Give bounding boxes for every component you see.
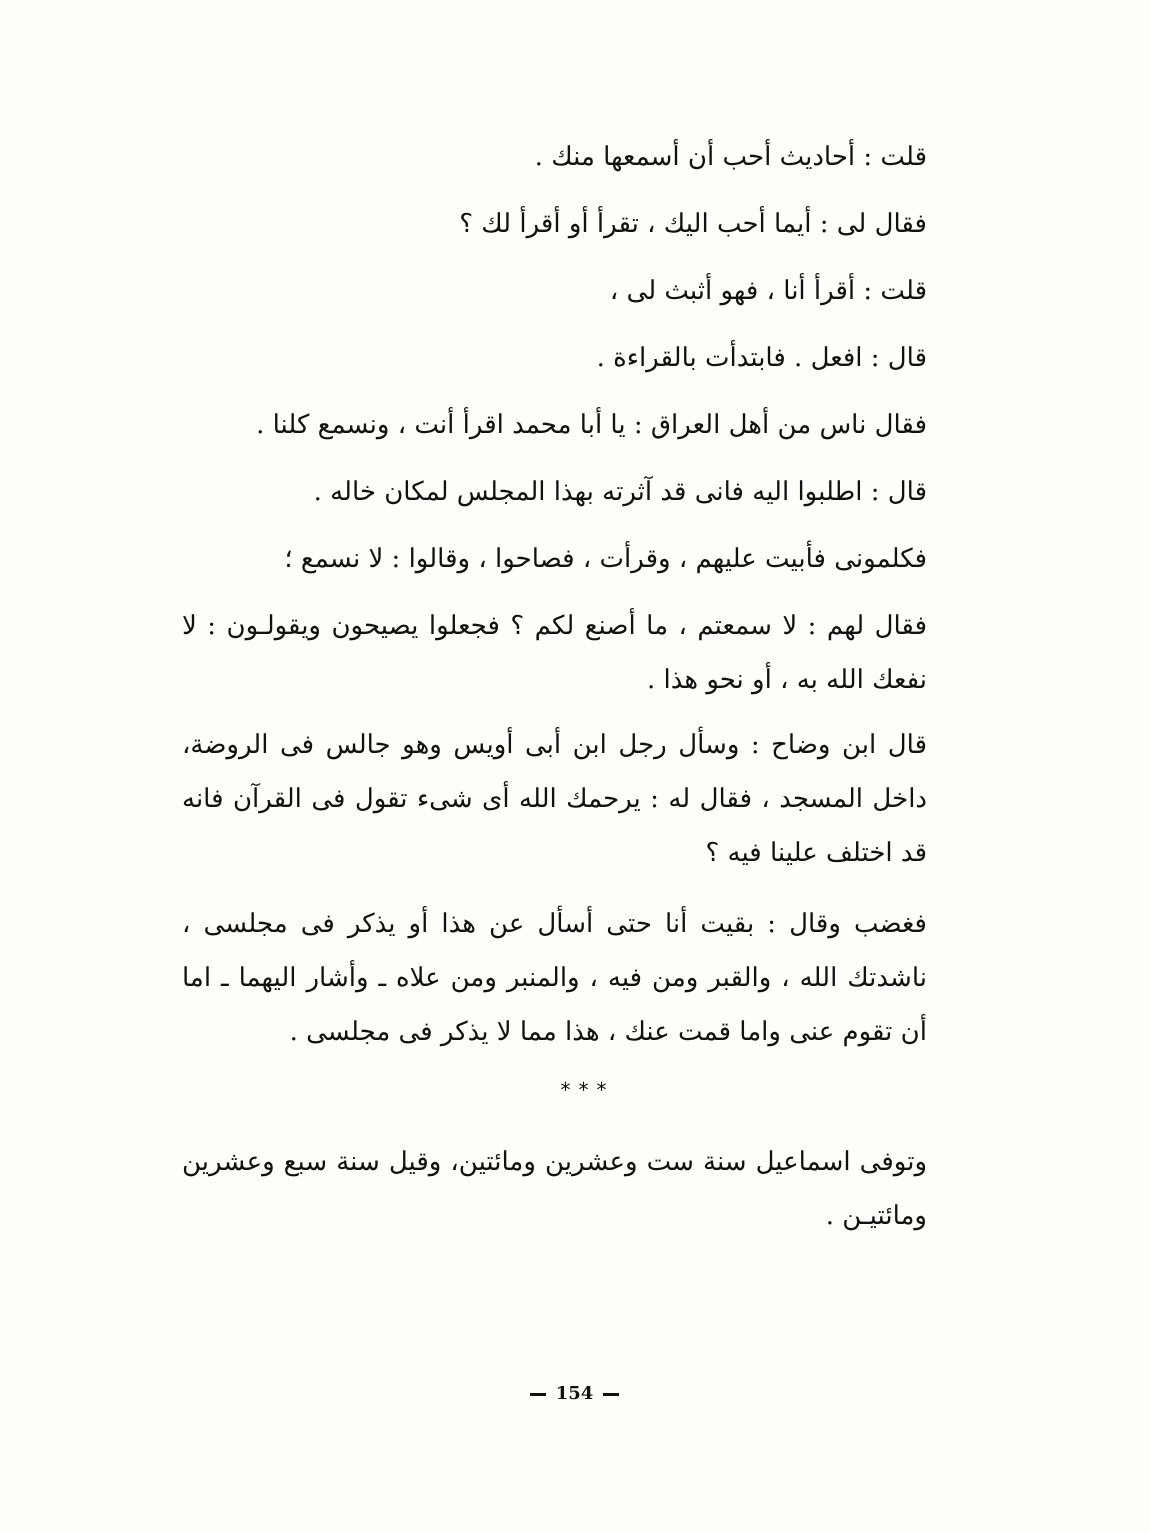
text-line: فقال ناس من أهل العراق : يا أبا محمد اقرأ أنت ، ونسمع كلنا . <box>256 410 927 440</box>
text-line: قلت : أقرأ أنا ، فهو أثبث لى ، <box>609 276 927 306</box>
text-line: قال : افعل . فابتدأت بالقراءة . <box>596 343 927 373</box>
dash-right <box>603 1393 619 1396</box>
section-separator <box>0 1080 1149 1100</box>
text-line: فقال لى : أيما أحب اليك ، تقرأ أو أقرأ لك ؟ <box>459 209 927 239</box>
paragraph: وتوفى اسماعيل سنة ست وعشرين ومائتين، وقيل سنة سبع وعشرين ومائتيـن . <box>182 1147 927 1231</box>
text-line: قال : اطلبوا اليه فانى قد آثرته بهذا المجلس لمكان خاله . <box>313 477 927 507</box>
dash-left <box>530 1393 546 1396</box>
asterisks: * * * <box>560 1078 609 1102</box>
page-footer <box>0 1383 1149 1404</box>
text-line: فكلمونى فأبيت عليهم ، وقرأت ، فصاحوا ، وقالوا : لا نسمع ؛ <box>284 544 927 574</box>
page-number: 154 <box>555 1383 594 1404</box>
paragraph: قال ابن وضاح : وسأل رجل ابن أبى أويس وهو جالس فى الروضة، داخل المسجد ، فقال له : يرحمك الله أى شىء تقول فى القرآن فانه قد اختلف علينا فيه ؟ <box>182 730 927 868</box>
paragraph: فغضب وقال : بقيت أنا حتى أسأل عن هذا أو يذكر فى مجلسى ، ناشدتك الله ، والقبر ومن فيه ، والمنبر ومن علاه ـ وأشار اليهما ـ اما أن تقوم عنى واما قمت عنك ، هذا مما لا يذكر فى مجلسى . <box>182 909 927 1047</box>
text-line: قلت : أحاديث أحب أن أسمعها منك . <box>534 142 927 172</box>
paragraph: فقال لهم : لا سمعتم ، ما أصنع لكم ؟ فجعلوا يصيحون ويقولـون : لا نفعك الله به ، أو نحو هذا . <box>182 611 927 695</box>
